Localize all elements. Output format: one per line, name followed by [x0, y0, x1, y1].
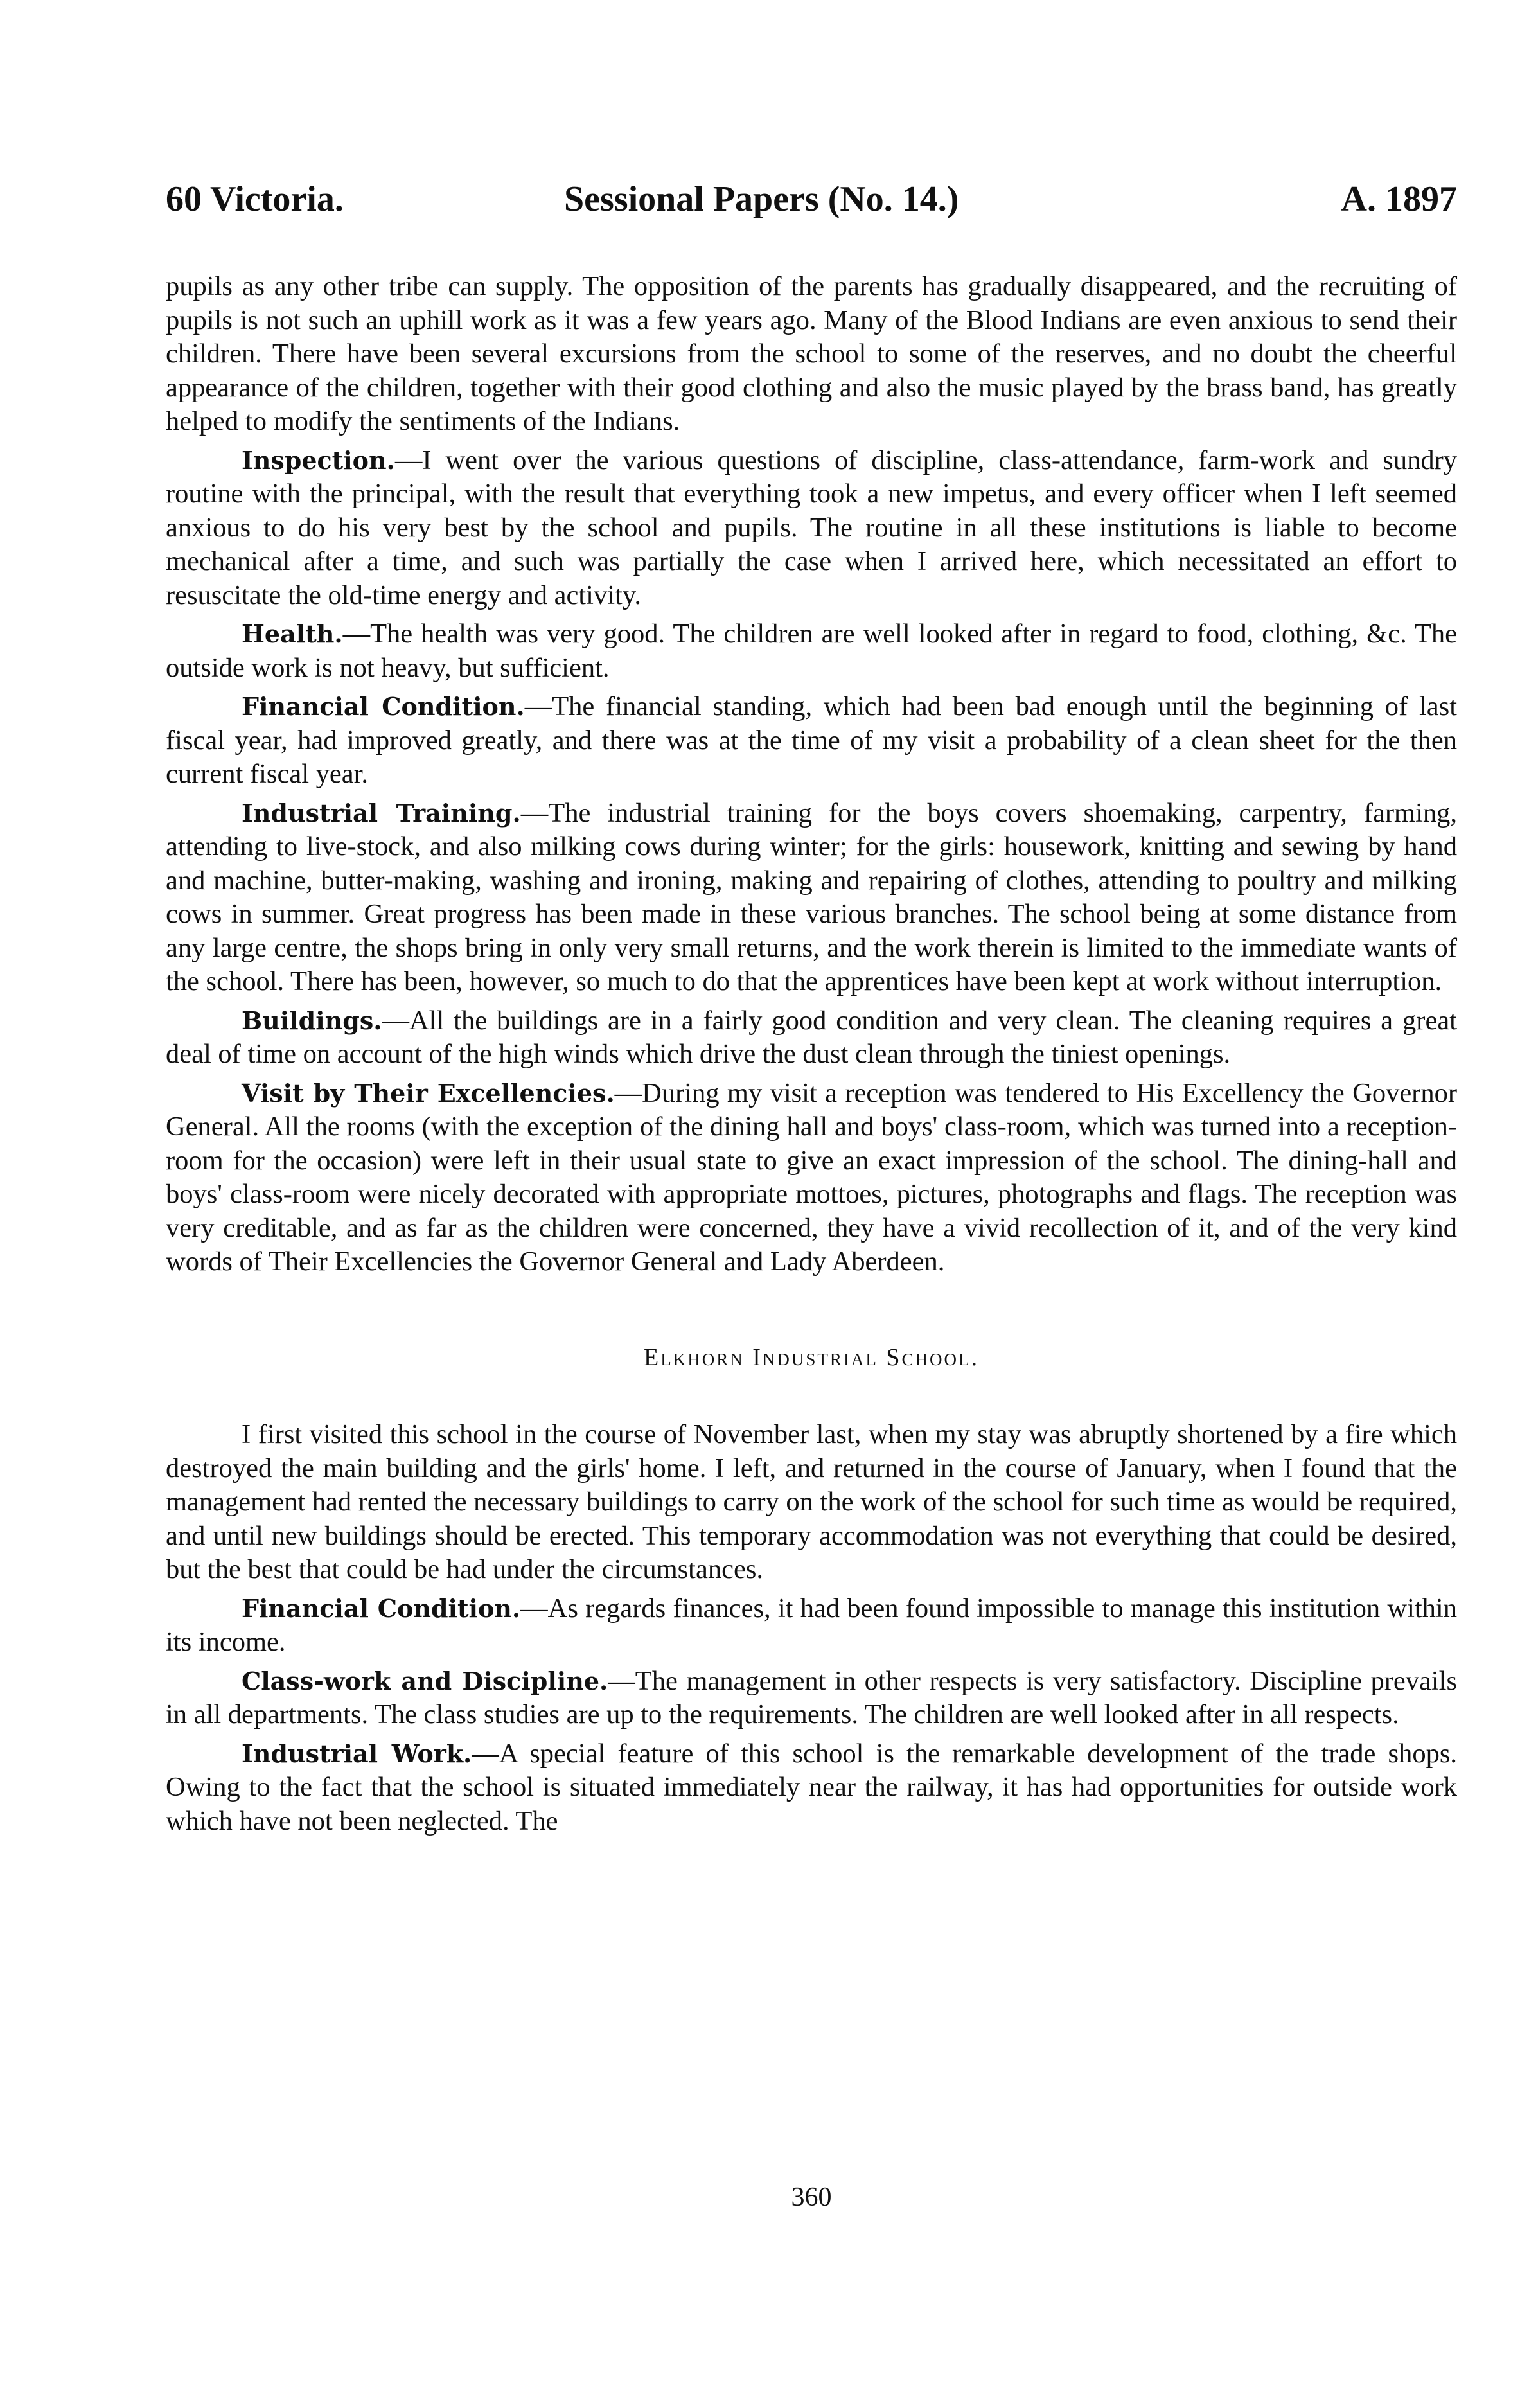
paragraph-buildings — [166, 1004, 1457, 1072]
paragraph-text: —I went over the various questions of discipline, class-attendance, farm-work and sundry routine with the principal, with the result that everything took a new impetus, and every officer when I left seemed anxious to do his very best by the school and pupils. The routine in all these institutions is liable to become mechanical after a time, and such was partially the case when I arrived here, which necessitated an effort to resuscitate the old-time energy and activity. — [166, 445, 1457, 610]
paragraph-text: —As regards finances, it had been found impossible to manage this institution within its income. — [166, 1593, 1457, 1657]
header-year: A. 1897 — [1341, 179, 1457, 219]
header-publication: Sessional Papers (No. 14.) — [564, 179, 959, 219]
run-in-heading: Visit by Their Excellencies. — [242, 1078, 615, 1108]
paragraph-first-visit: I first visited this school in the course of November last, when my stay was abruptly shortened by a fire which destroyed the main building and the girls' home. I left, and returned in the course of January, when I found that the management had rented the necessary buildings to carry on the work of the school for such time as would be required, and until new buildings should be erected. This temporary accommodation was not everything that could be desired, but the best that could be had under the circumstances. — [166, 1419, 1457, 1584]
running-header — [166, 173, 1457, 225]
paragraph-text: —During my visit a reception was tendered to His Excellency the Governor General. All the rooms (with the exception of the dining hall and boys' class-room, which was turned into a reception-room for the occasion) were left in their usual state to give an exact impression of the school. The dining-hall and boys' class-room were nicely decorated with appropriate mottoes, pictures, photographs and flags. The reception was very creditable, and as far as the children were concerned, they have a vivid recollection of it, and of the very kind words of Their Excellencies the Governor General and Lady Aberdeen. — [166, 1077, 1457, 1277]
paragraph-text: —The management in other respects is very satisfactory. Discipline prevails in all departments. The class studies are up to the requirements. The children are well looked after in all respects. — [166, 1665, 1457, 1730]
run-in-heading: Class-work and Discipline. — [242, 1666, 608, 1695]
run-in-heading: Industrial Training. — [242, 798, 521, 828]
section-title: Elkhorn Industrial School. — [644, 1343, 979, 1371]
paragraph-inspection — [166, 444, 1457, 613]
run-in-heading: Inspection. — [242, 445, 395, 475]
run-in-heading: Financial Condition. — [242, 692, 525, 721]
paragraph-elkhorn-financial — [166, 1592, 1457, 1660]
paragraph-text: —The health was very good. The children are well looked after in regard to food, clothing, &c. The outside work is not heavy, but sufficient. — [166, 619, 1457, 683]
document-page — [166, 0, 1457, 2408]
paragraph-industrial-work — [166, 1737, 1457, 1839]
page-number: 360 — [791, 2182, 832, 2212]
paragraph-industrial-training — [166, 797, 1457, 999]
paragraph-text: —The financial standing, which had been bad enough until the beginning of last fiscal year, had improved greatly, and there was at the time of my visit a probability of a clean sheet for the then current fiscal year. — [166, 691, 1457, 789]
paragraph-text: —All the buildings are in a fairly good condition and very clean. The cleaning requires a great deal of time on account of the high winds which drive the dust clean through the tiniest openings. — [166, 1005, 1457, 1069]
run-in-heading: Health. — [242, 619, 343, 648]
header-session: 60 Victoria. — [166, 179, 344, 219]
body-text — [166, 270, 1457, 1843]
paragraph-text: —The industrial training for the boys covers shoemaking, carpentry, farming, attending to live-stock, and also milking cows during winter; for the girls: housework, knitting and sewing by hand and machine, butter-making, washing and ironing, making and repairing of clothes, attending to poultry and milking cows in summer. Great progress has been made in these various branches. The school being at some distance from any large centre, the shops bring in only very small returns, and the work therein is limited to the immediate wants of the school. There has been, however, so much to do that the apprentices have been kept at work without interruption. — [166, 797, 1457, 996]
paragraph-financial-condition — [166, 690, 1457, 792]
paragraph-visit-excellencies — [166, 1077, 1457, 1279]
paragraph-class-work — [166, 1665, 1457, 1732]
run-in-heading: Industrial Work. — [242, 1739, 472, 1768]
paragraph-health — [166, 617, 1457, 685]
run-in-heading: Financial Condition. — [242, 1593, 521, 1623]
paragraph-continuation: pupils as any other tribe can supply. The opposition of the parents has gradually disappeared, and the recruiting of pupils is not such an uphill work as it was a few years ago. Many of the Blood Indians are even anxious to send their children. There have been several excursions from the school to some of the reserves, and no doubt the cheerful appearance of the children, together with their good clothing and also the music played by the brass band, has greatly helped to modify the sentiments of the Indians. — [166, 271, 1457, 436]
run-in-heading: Buildings. — [242, 1005, 382, 1035]
paragraph-text: —A special feature of this school is the remarkable development of the trade shops. Owing to the fact that the school is situated immediately near the railway, it has had opportunities for outside work which have not been neglected. The — [166, 1738, 1457, 1836]
